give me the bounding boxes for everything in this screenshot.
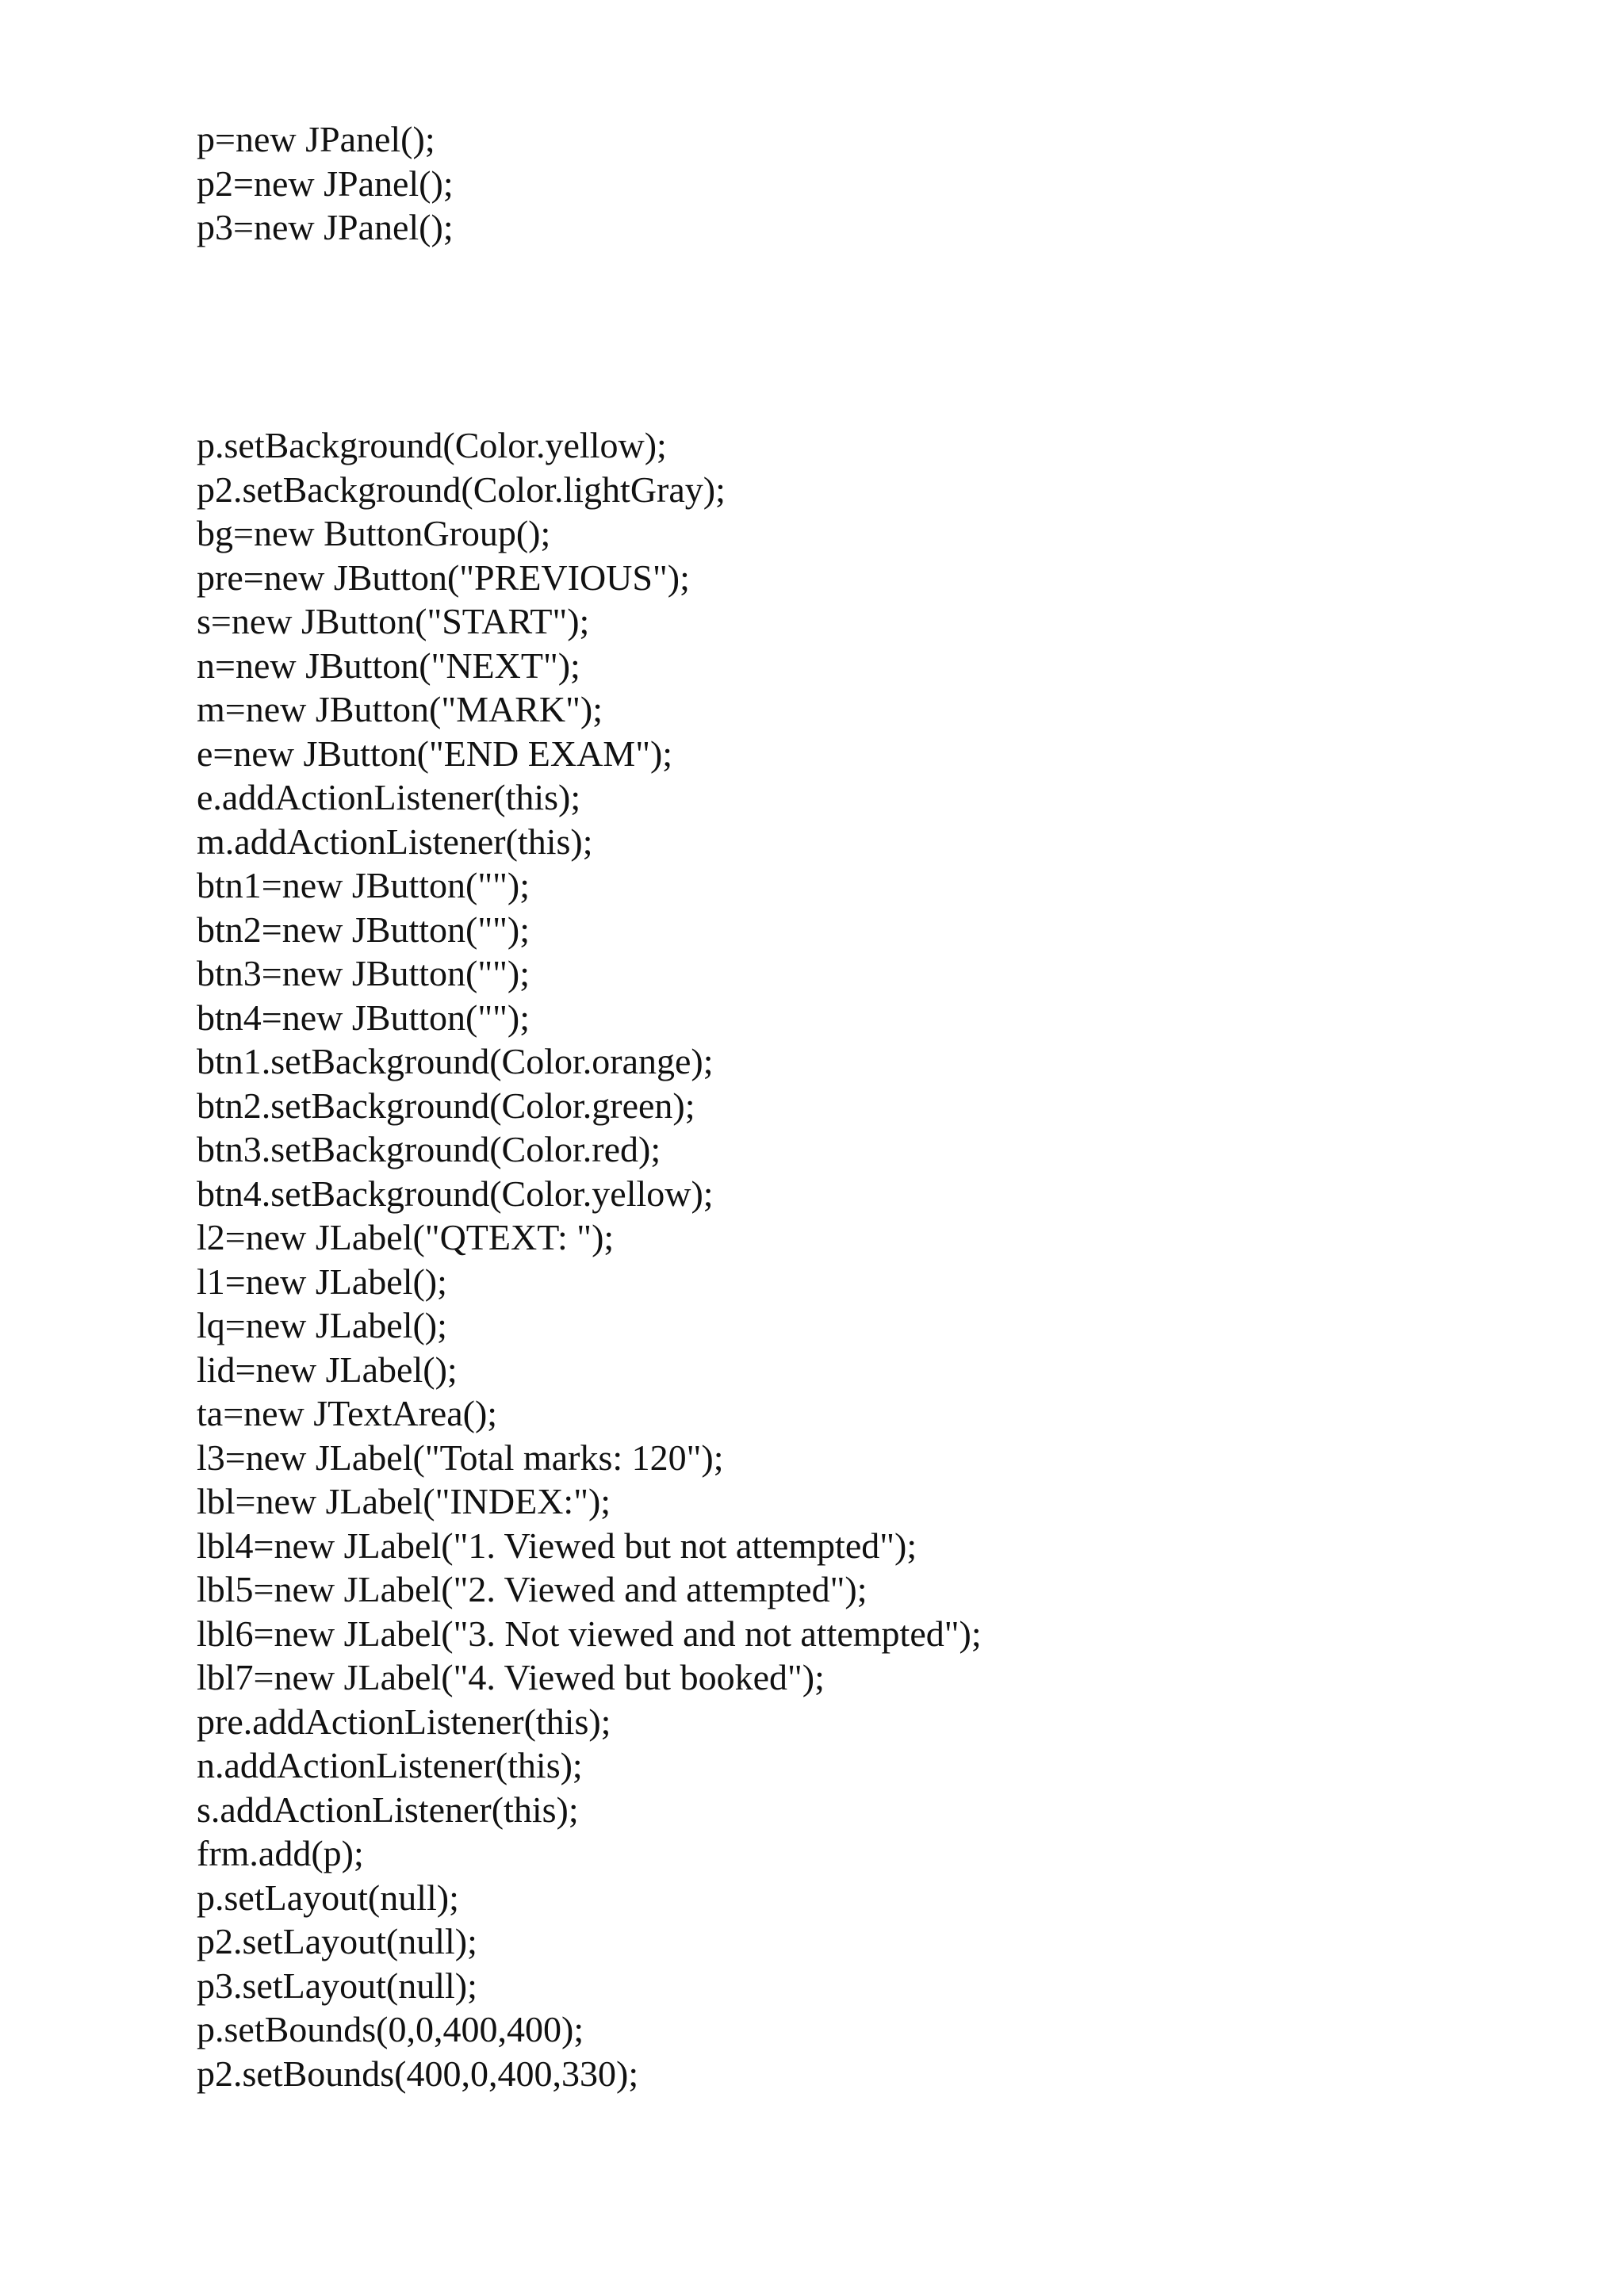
code-line: lq=new JLabel(); (197, 1305, 447, 1345)
code-line: p2.setBounds(400,0,400,330); (197, 2053, 639, 2094)
code-line: p3.setLayout(null); (197, 1965, 477, 2006)
code-line: btn1=new JButton(""); (197, 865, 530, 905)
code-line: s.addActionListener(this); (197, 1789, 579, 1830)
code-line: e.addActionListener(this); (197, 777, 581, 817)
code-line: pre=new JButton("PREVIOUS"); (197, 557, 690, 598)
code-line: lbl5=new JLabel("2. Viewed and attempted"); (197, 1569, 868, 1609)
code-line: btn2=new JButton(""); (197, 909, 530, 950)
code-line: btn4.setBackground(Color.yellow); (197, 1173, 714, 1214)
code-line: e=new JButton("END EXAM"); (197, 733, 673, 774)
code-line: btn2.setBackground(Color.green); (197, 1085, 695, 1126)
code-block-setup (197, 423, 982, 2095)
code-line: btn4=new JButton(""); (197, 997, 530, 1038)
code-line: l2=new JLabel("QTEXT: "); (197, 1217, 615, 1257)
code-line: lbl6=new JLabel("3. Not viewed and not attempted"); (197, 1613, 982, 1654)
code-line: p=new JPanel(); (197, 119, 435, 159)
code-block-panels (197, 117, 454, 250)
code-line: p.setBackground(Color.yellow); (197, 425, 667, 465)
code-line: s=new JButton("START"); (197, 601, 590, 641)
code-line: l3=new JLabel("Total marks: 120"); (197, 1437, 724, 1478)
code-line: p2.setBackground(Color.lightGray); (197, 469, 726, 510)
code-line: lbl7=new JLabel("4. Viewed but booked"); (197, 1657, 825, 1697)
code-line: l1=new JLabel(); (197, 1261, 447, 1302)
code-line: btn1.setBackground(Color.orange); (197, 1041, 714, 1081)
code-line: ta=new JTextArea(); (197, 1393, 498, 1433)
code-line: m.addActionListener(this); (197, 821, 593, 862)
code-line: p.setLayout(null); (197, 1877, 459, 1918)
code-line: lbl=new JLabel("INDEX:"); (197, 1481, 611, 1521)
code-line: p2.setLayout(null); (197, 1921, 477, 1961)
code-line: m=new JButton("MARK"); (197, 689, 603, 729)
code-line: pre.addActionListener(this); (197, 1701, 611, 1742)
code-line: n.addActionListener(this); (197, 1745, 583, 1785)
code-line: btn3.setBackground(Color.red); (197, 1129, 661, 1169)
code-line: lid=new JLabel(); (197, 1349, 458, 1390)
code-line: n=new JButton("NEXT"); (197, 645, 580, 686)
code-line: p2=new JPanel(); (197, 163, 454, 204)
code-line: p3=new JPanel(); (197, 207, 454, 247)
code-line: bg=new ButtonGroup(); (197, 513, 551, 553)
code-line: lbl4=new JLabel("1. Viewed but not attempted"); (197, 1525, 917, 1566)
code-line: p.setBounds(0,0,400,400); (197, 2009, 584, 2049)
code-line: btn3=new JButton(""); (197, 953, 530, 993)
code-line: frm.add(p); (197, 1833, 364, 1873)
